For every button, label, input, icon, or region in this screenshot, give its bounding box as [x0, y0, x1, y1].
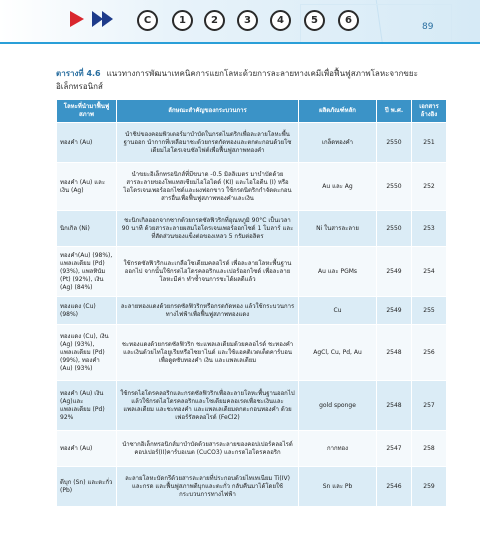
- nav-circle-6[interactable]: 6: [338, 10, 359, 31]
- cell-year: 2546: [377, 467, 412, 507]
- table-row: [57, 467, 447, 507]
- cell-product: Au และ Ag: [299, 163, 377, 211]
- nav-circle-3[interactable]: 3: [237, 10, 258, 31]
- play-icon[interactable]: [70, 11, 84, 27]
- table-row: [57, 297, 447, 325]
- cell-product: gold sponge: [299, 381, 377, 431]
- table-row: [57, 211, 447, 247]
- cell-metal: ทองคำ (Au): [57, 431, 117, 467]
- table-row: [57, 381, 447, 431]
- cell-metal: ทองคำ (Au) และเงิน (Ag): [57, 163, 117, 211]
- cell-year: 2550: [377, 123, 412, 163]
- metal-recovery-table: [56, 99, 447, 507]
- cell-product: Cu: [299, 297, 377, 325]
- nav-circle-c[interactable]: C: [137, 10, 158, 31]
- cell-process: ละลายโลหะบัดกรีด้วยสารละลายที่ประกอบด้วยไทเทเนียม Ti(IV) และกรด และฟื้นฟูสภาพดีบุกและตะกั่ว กลับคืนมาได้โดยใช้กระบวนการทางไฟฟ้า: [117, 467, 299, 507]
- page-number: 89: [422, 22, 434, 32]
- cell-ref: 251: [412, 123, 447, 163]
- table-row: [57, 431, 447, 467]
- table-caption: [56, 67, 444, 93]
- header-divider: [0, 42, 480, 44]
- cell-process: นำชิปของคอมพิวเตอร์มาบำบัดในกรดไนตริกเพื่อละลายโลหะพื้นฐานออก นำกากที่เหลือมาชะด้วยกรดกัดทองและตกตะกอนด้วยโซเดียมไฮโดรเจนซัลไฟต์เพื่อฟื้นฟูสภาพทองคำ: [117, 123, 299, 163]
- cell-year: 2549: [377, 297, 412, 325]
- cell-process: นำขยะอิเล็กทรอนิกส์ที่มีขนาด -0.5 มิลลิเมตร มาบำบัดด้วยสารละลายของโพแทสเซียมไอโอไดด์ (KI) และไอโอดีน (I) หรือไฮโดรเจนเพอร์ออกไซด์และผงฟอกขาว ใช้กรดนิตริกกำจัดตะกอนสารอื่นเพื่อฟื้นฟูสภาพทองคำและเงิน: [117, 163, 299, 211]
- cell-product: Au และ PGMs: [299, 247, 377, 297]
- page-header: [0, 0, 480, 42]
- cell-metal: ทองคำ (Au) เงิน (Ag)และแพลเลเดียม (Pd) 92%: [57, 381, 117, 431]
- header-year: ปี พ.ศ.: [377, 100, 412, 123]
- cell-ref: 258: [412, 431, 447, 467]
- nav-circle-5[interactable]: 5: [304, 10, 325, 31]
- cell-process: ละลายทองแดงด้วยกรดซัลฟิวริกหรือกรดกัดทอง แล้วใช้กระบวนการทางไฟฟ้าเพื่อฟื้นฟูสภาพทองแดง: [117, 297, 299, 325]
- cell-metal: ทองแดง (Cu), เงิน (Ag) (93%), แพลเลเดียม (Pd) (99%), ทองคำ (Au) (93%): [57, 325, 117, 381]
- header-metal: โลหะที่นำมาฟื้นฟูสภาพ: [57, 100, 117, 123]
- cell-metal: ดีบุก (Sn) และตะกั่ว (Pb): [57, 467, 117, 507]
- table-header-row: [57, 100, 447, 123]
- cell-product: Sn และ Pb: [299, 467, 377, 507]
- cell-ref: 255: [412, 297, 447, 325]
- caption-label: ตารางที่ 4.6: [56, 69, 101, 78]
- cell-process: ใช้กรดไฮโดรคลอริกและกรดซัลฟิวริกเพื่อละลายโลหะพื้นฐานออกไป แล้วใช้กรดไฮโดรคลอริกและโซเดียมคลอเรตเพื่อชะเงินและแพลเลเดียม และชะทองคำ และแพลเลเดียมตกตะกอนทองคำ ด้วยเฟอร์รัสคลอไรด์ (FeCl2): [117, 381, 299, 431]
- cell-process: ชะนิกเกิลออกจากซากด้วยกรดซัลฟิวริกที่อุณหภูมิ 90°C เป็นเวลา 90 นาที ด้วยสารละลายผสมไฮโดรเจนเพอร์ออกไซด์ 1 โมลาร์ และที่สัดส่วนของแข็งต่อของเหลว 5 กรัมต่อลิตร: [117, 211, 299, 247]
- cell-year: 2548: [377, 381, 412, 431]
- cell-product: AgCl, Cu, Pd, Au: [299, 325, 377, 381]
- table-row: [57, 247, 447, 297]
- cell-product: กากทอง: [299, 431, 377, 467]
- nav-circle-4[interactable]: 4: [270, 10, 291, 31]
- cell-year: 2550: [377, 211, 412, 247]
- cell-ref: 252: [412, 163, 447, 211]
- cell-ref: 254: [412, 247, 447, 297]
- cell-metal: นิกเกิล (Ni): [57, 211, 117, 247]
- cell-metal: ทองแดง (Cu) (98%): [57, 297, 117, 325]
- fast-forward-icon[interactable]: [92, 11, 114, 27]
- cell-process: นำซากอิเล็กทรอนิกส์มาบำบัดด้วยสารละลายของคอปเปอร์คลอไรด์ คอปเปอร์(II)คาร์บอเนต (CuCO3) และกรดไฮโดรคลอริก: [117, 431, 299, 467]
- cell-process: ชะทองแดงด้วยกรดซัลฟิวริก ชะแพลเลเดียมด้วยคลอไรด์ ชะทองคำและเงินด้วยไทโอยูเรียหรือไซยาไนด์ และใช้แอคติเวตเต็ดคาร์บอนเพื่อดูดซับทองคำ เงิน และแพลเลเดียม: [117, 325, 299, 381]
- cell-year: 2549: [377, 247, 412, 297]
- header-process: ลักษณะสำคัญของกระบวนการ: [117, 100, 299, 123]
- nav-circle-2[interactable]: 2: [204, 10, 225, 31]
- cell-metal: ทองคำ (Au): [57, 123, 117, 163]
- table-row: [57, 325, 447, 381]
- cell-year: 2550: [377, 163, 412, 211]
- cell-year: 2548: [377, 325, 412, 381]
- cell-ref: 256: [412, 325, 447, 381]
- cell-ref: 257: [412, 381, 447, 431]
- header-product: ผลิตภัณฑ์หลัก: [299, 100, 377, 123]
- table-row: [57, 163, 447, 211]
- nav-circle-1[interactable]: 1: [172, 10, 193, 31]
- cell-metal: ทองคำ(Au) (98%), แพลเลเดียม (Pd) (93%), แพลทินัม (Pt) (92%), เงิน (Ag) (84%): [57, 247, 117, 297]
- cell-ref: 259: [412, 467, 447, 507]
- table-row: [57, 123, 447, 163]
- cell-process: ใช้กรดซัลฟิวริกและเกลือโซเดียมคลอไรด์ เพื่อละลายโลหะพื้นฐานออกไป จากนั้นใช้กรดไฮโดรคลอริกและเปอร์ออกไซด์ เพื่อละลายโลหะมีค่า ทำซ้ำจนการชะได้ผลดีแล้ว: [117, 247, 299, 297]
- caption-text: แนวทางการพัฒนาเทคนิคการแยกโลหะด้วยการละลายทางเคมีเพื่อฟื้นฟูสภาพโลหะจากขยะอิเล็กทรอนิกส์: [56, 69, 418, 91]
- cell-ref: 253: [412, 211, 447, 247]
- cell-product: Ni ในสารละลาย: [299, 211, 377, 247]
- cell-year: 2547: [377, 431, 412, 467]
- header-ref: เอกสารอ้างอิง: [412, 100, 447, 123]
- cell-product: เกล็ดทองคำ: [299, 123, 377, 163]
